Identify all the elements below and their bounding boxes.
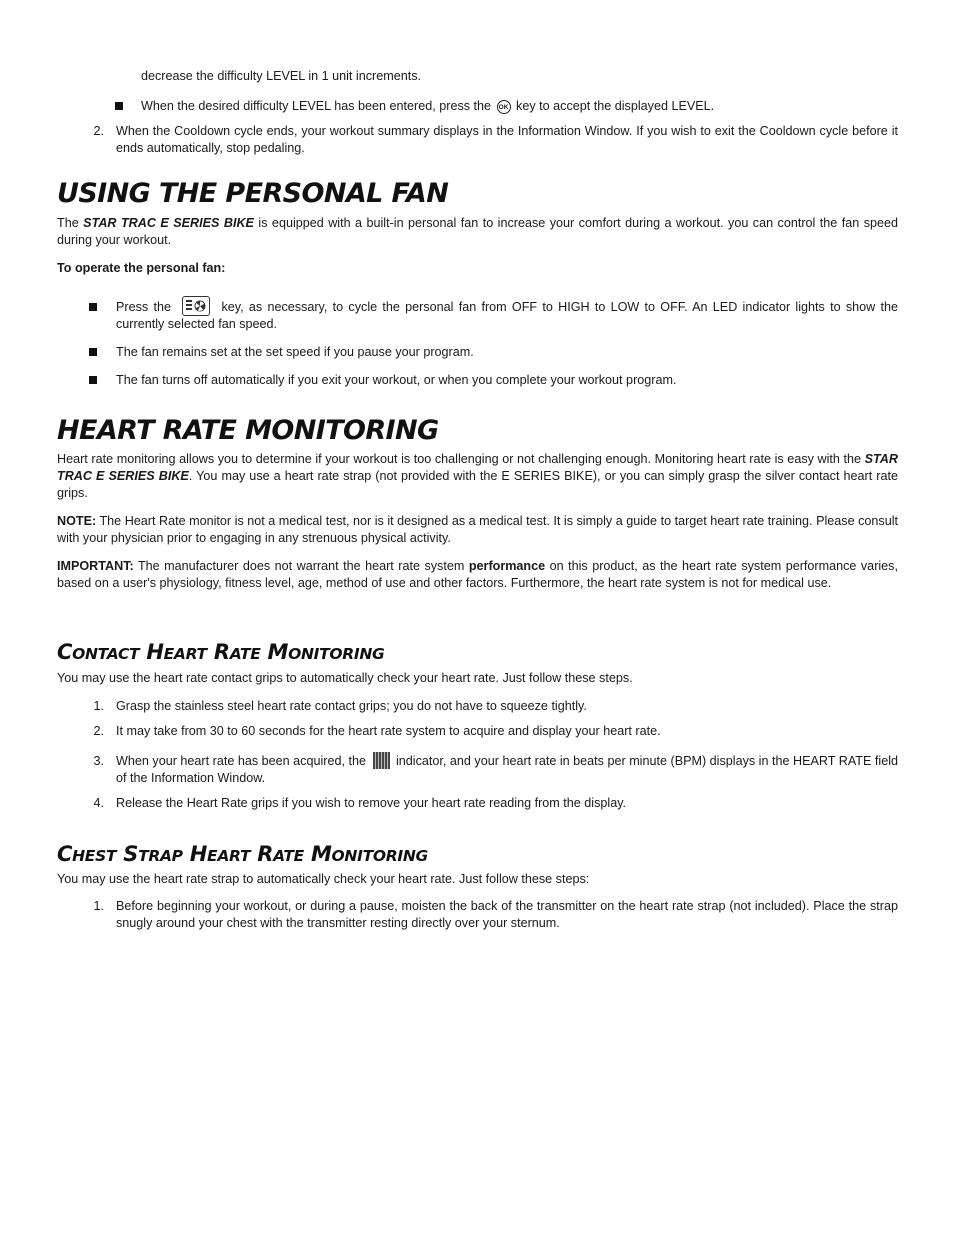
bullet-square bbox=[89, 348, 97, 356]
list-item bbox=[89, 299, 898, 331]
intro-text-end: is equipped with a built-in personal fan to increase your comfort during a workout. you can control the fan speed during your workout. bbox=[57, 216, 899, 247]
fan-subheading: To operate the personal fan: bbox=[57, 261, 226, 275]
important-paragraph bbox=[57, 558, 898, 592]
step-text: Release the Heart Rate grips if you wish to remove your heart rate reading from the display. bbox=[116, 796, 627, 810]
list-item bbox=[89, 344, 898, 359]
section-heading-hr: HEART RATE MONITORING bbox=[57, 415, 439, 446]
step-text: It may take from 30 to 60 seconds for the heart rate system to acquire and display your heart rate. bbox=[116, 724, 661, 738]
performance-word: performance bbox=[468, 559, 546, 573]
step-number: 1. bbox=[93, 699, 104, 713]
chest-intro: You may use the heart rate strap to automatically check your heart rate. Just follow these steps: bbox=[57, 872, 590, 886]
level-word: LEVEL bbox=[266, 69, 305, 83]
contact-intro: You may use the heart rate contact grips to automatically check your heart rate. Just follow these steps. bbox=[57, 671, 633, 685]
bullet-text: Press the bbox=[116, 300, 177, 314]
list-item bbox=[115, 98, 898, 113]
bullet-square bbox=[89, 303, 97, 311]
step-text: Before beginning your workout, or during a pause, moisten the back of the transmitter on the heart rate strap (not included). Place the strap snugly around your chest with the transmitter resting directly over your sternum. bbox=[116, 899, 898, 930]
cont-text-end: in 1 unit increments. bbox=[304, 69, 422, 83]
bullet-square bbox=[115, 102, 123, 110]
intro-text-end: . You may use a heart rate strap (not provided with the E SERIES BIKE), or you can simply grasp the silver contact heart rate grips. bbox=[57, 469, 898, 500]
bullet-text-end: key to accept the displayed LEVEL. bbox=[512, 99, 715, 113]
step-text: When your heart rate has been acquired, the indicator, and your heart rate in beats per minute (BPM) displays in the HEART RATE field of the Information Window. bbox=[116, 753, 898, 787]
fan-intro bbox=[57, 215, 898, 249]
continuation-line bbox=[141, 68, 898, 85]
note-paragraph bbox=[57, 513, 898, 547]
hr-intro bbox=[57, 451, 898, 502]
bullet-square bbox=[89, 376, 97, 384]
step-text: When the Cooldown cycle ends, your workout summary displays in the Information Window. If you wish to exit the Cooldown cycle before it ends automatically, stop pedaling. bbox=[116, 124, 898, 155]
step-text: Grasp the stainless steel heart rate contact grips; you do not have to squeeze tightly. bbox=[116, 699, 587, 713]
section-heading-fan: USING THE PERSONAL FAN bbox=[57, 178, 449, 209]
cont-text: decrease the difficulty bbox=[141, 69, 267, 83]
product-name: STAR TRAC E SERIES BIKE bbox=[83, 216, 254, 230]
bullet-text: When the desired difficulty LEVEL has been entered, press the bbox=[141, 99, 495, 113]
important-text-end: on this product, as the heart rate system performance varies, based on a user's physiology, fitness level, age, method of use and other factors. Furthermore, the heart rate system is not for medical use. bbox=[57, 559, 898, 590]
subsection-heading-contact: CONTACT HEART RATE MONITORING bbox=[57, 640, 385, 664]
note-label: NOTE: bbox=[57, 514, 97, 528]
bullet-text: The fan remains set at the set speed if you pause your program. bbox=[116, 345, 474, 359]
important-label: IMPORTANT: bbox=[57, 559, 134, 573]
ok-key-icon: OK bbox=[497, 100, 511, 114]
bullet-text-end: key, as necessary, to cycle the personal fan from OFF to HIGH to LOW to OFF. An LED indicator lights to show the currently selected fan speed. bbox=[116, 300, 898, 331]
heart-rate-indicator-icon bbox=[373, 752, 390, 769]
bullet-text: The fan turns off automatically if you exit your workout, or when you complete your workout program. bbox=[116, 373, 677, 387]
intro-text: Heart rate monitoring allows you to determine if your workout is too challenging or not challenging enough. Monitoring heart rate is easy with the bbox=[57, 452, 865, 466]
step-number: 4. bbox=[93, 796, 104, 810]
product-name: STAR TRAC E SERIES BIKE bbox=[57, 452, 898, 483]
subsection-heading-chest: CHEST STRAP HEART RATE MONITORING bbox=[57, 842, 428, 866]
step-number: 2. bbox=[93, 124, 104, 138]
step-number: 3. bbox=[93, 754, 104, 768]
intro-text: The bbox=[57, 216, 84, 230]
fan-key-icon bbox=[182, 296, 210, 316]
important-text: The manufacturer does not warrant the heart rate system bbox=[133, 559, 469, 573]
step-number: 1. bbox=[93, 899, 104, 913]
step-number: 2. bbox=[93, 724, 104, 738]
list-item bbox=[89, 372, 898, 387]
note-text: The Heart Rate monitor is not a medical test, nor is it designed as a medical test. It is simply a guide to target heart rate training. Please consult with your physician prior to engaging in any strenuous physical activity. bbox=[57, 514, 898, 545]
